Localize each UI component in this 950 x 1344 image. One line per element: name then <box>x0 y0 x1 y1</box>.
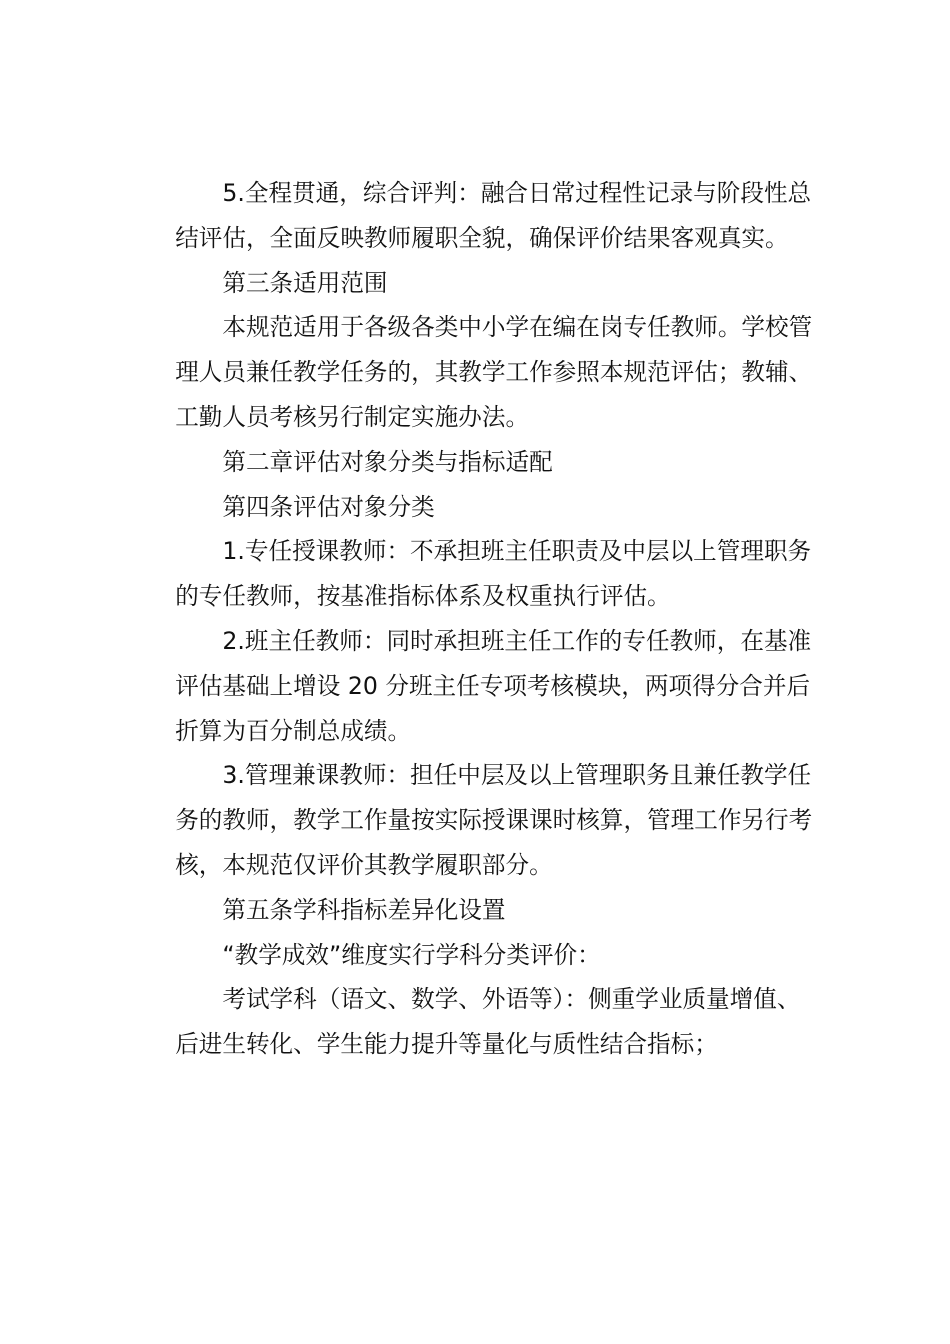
text-line: 结评估，全面反映教师履职全貌，确保评价结果客观真实。 <box>175 223 789 252</box>
article-heading-3 <box>128 261 824 306</box>
paragraph-category-1 <box>128 529 824 619</box>
text-line: 3.管理兼课教师：担任中层及以上管理职务且兼任教学任 <box>222 761 812 790</box>
text-line: 工勤人员考核另行制定实施办法。 <box>175 402 530 431</box>
article-heading-4 <box>128 485 824 530</box>
document-body <box>128 171 824 1067</box>
text-line: 5.全程贯通，综合评判：融合日常过程性记录与阶段性总 <box>222 179 812 207</box>
text-line: 后进生转化、学生能力提升等量化与质性结合指标； <box>175 1030 718 1059</box>
paragraph-category-3 <box>128 753 824 887</box>
paragraph-category-2 <box>128 619 824 753</box>
article-heading-5 <box>128 888 824 933</box>
paragraph-scope <box>128 305 824 439</box>
text-line: 考试学科（语文、数学、外语等）：侧重学业质量增值、 <box>222 985 801 1014</box>
text-line: 评估基础上增设 20 分班主任专项考核模块，两项得分合并后 <box>175 671 811 700</box>
text-line: 2.班主任教师：同时承担班主任工作的专任教师，在基准 <box>222 626 812 655</box>
text-line: 核，本规范仅评价其教学履职部分。 <box>175 850 553 879</box>
text-line: 务的教师，教学工作量按实际授课课时核算，管理工作另行考 <box>175 806 813 835</box>
text-line: 第二章评估对象分类与指标适配 <box>222 447 553 476</box>
text-line: “教学成效”维度实行学科分类评价： <box>222 940 601 969</box>
text-line: 第五条学科指标差异化设置 <box>222 895 506 924</box>
paragraph-teaching-effect <box>128 933 824 978</box>
text-line: 的专任教师，按基准指标体系及权重执行评估。 <box>175 582 671 611</box>
paragraph-exam-subjects <box>128 977 824 1067</box>
text-line: 本规范适用于各级各类中小学在编在岗专任教师。学校管 <box>222 313 813 342</box>
text-line: 第四条评估对象分类 <box>222 492 435 521</box>
text-line: 第三条适用范围 <box>222 268 388 297</box>
text-line: 1.专任授课教师：不承担班主任职责及中层以上管理职务 <box>222 537 812 566</box>
paragraph-principle-5 <box>128 171 824 261</box>
text-line: 理人员兼任教学任务的，其教学工作参照本规范评估；教辅、 <box>175 358 813 387</box>
text-line: 折算为百分制总成绩。 <box>175 716 412 745</box>
chapter-heading-2 <box>128 440 824 485</box>
